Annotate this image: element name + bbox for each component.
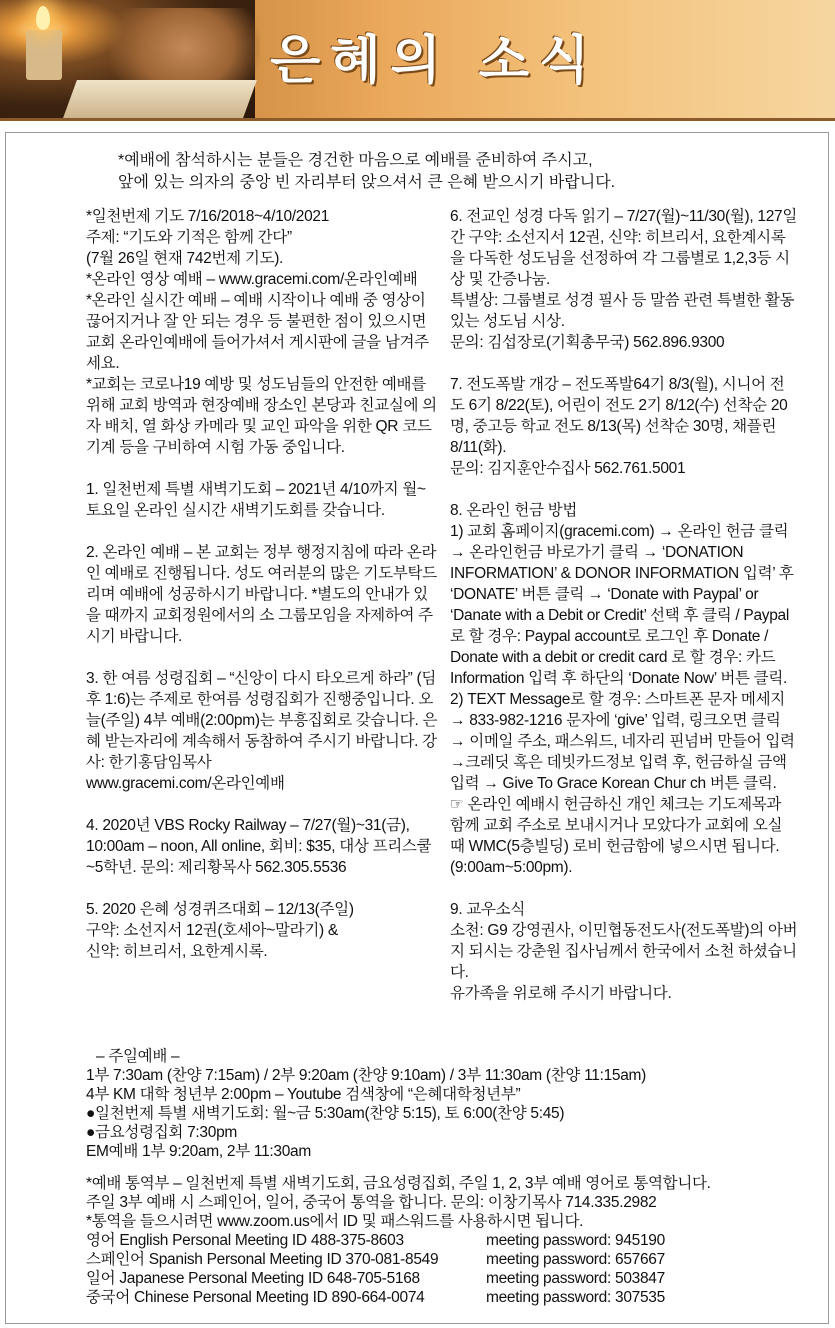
divider: [0, 118, 835, 121]
schedule-line: ●금요성령집회 7:30pm: [86, 1124, 238, 1141]
schedule-line: 4부 KM 대학 청년부 2:00pm – Youtube 검색창에 “은혜대학청년부”: [86, 1086, 521, 1103]
news-item-6: 6. 전교인 성경 다독 읽기 – 7/27(월)~11/30(월), 127일간 구약: 소선지서 12권, 신약: 히브리서, 요한계시록을 다독한 성도님을 선정하여 각 그룹별로 1,2,3등 시상 및 간증나눔. 특별상: 그룹별로 성경 필사 등 말씀 관련 특별한 활동있는 성도님 시상. 문의: 김섭장로(기획총무국) 562.896.9300: [450, 208, 798, 351]
news-item-9: 9. 교우소식 소천: G9 강영권사, 이민협동전도사(전도폭발)의 아버지 되시는 강춘원 집사님께서 한국에서 소천 하셨습니다. 유가족을 위로해 주시기 바랍니다.: [450, 901, 798, 1002]
meeting-row: [86, 1250, 806, 1269]
meeting-id: 스페인어 Spanish Personal Meeting ID 370-081-8549: [86, 1251, 439, 1268]
meeting-password: meeting password: 657667: [486, 1251, 665, 1268]
intro-notice: *예배에 참석하시는 분들은 경건한 마음으로 예배를 준비하여 주시고, 앞에 있는 의자의 중앙 빈 자리부터 앉으셔서 큰 은혜 받으시기 바랍니다.: [118, 152, 616, 191]
news-item-2: 2. 온라인 예배 – 본 교회는 정부 행정지침에 따라 온라인 예배로 진행됩니다. 성도 여러분의 많은 기도부탁드리며 예배에 성공하시기 바랍니다. *별도의 안내가 있을 때까지 교회정원에서의 소 그룹모임을 자제하여 주시기 바랍니다.: [86, 544, 437, 645]
schedule-heading: – 주일예배 –: [96, 1048, 180, 1065]
meeting-id: 중국어 Chinese Personal Meeting ID 890-664-0074: [86, 1289, 425, 1306]
meeting-password: meeting password: 307535: [486, 1289, 665, 1306]
meeting-id: 일어 Japanese Personal Meeting ID 648-705-5168: [86, 1270, 420, 1287]
meeting-id: 영어 English Personal Meeting ID 488-375-8603: [86, 1232, 404, 1249]
meeting-row: [86, 1231, 806, 1250]
right-column: [450, 206, 798, 1004]
schedule-line: ●일천번제 특별 새벽기도회: 월~금 5:30am(찬양 5:15), 토 6:00(찬양 5:45): [86, 1105, 565, 1122]
meeting-password: meeting password: 503847: [486, 1270, 665, 1287]
news-item-3: 3. 한 여름 성령집회 – “신앙이 다시 타오르게 하라” (딤후 1:6)는 주제로 한여름 성령집회가 진행중입니다. 오늘(주일) 4부 예배(2:00pm)는 부흥집회로 갖습니다. 은혜 받는자리에 계속해서 동참하여 주시기 바랍니다. 강사: 한기홍담임목사 www.gracemi.com/온라인예배: [86, 670, 438, 792]
header-banner: [0, 0, 835, 118]
left-column: [86, 206, 438, 962]
news-item-5: 5. 2020 은혜 성경퀴즈대회 – 12/13(주일) 구약: 소선지서 12권(호세아~말라기) & 신약: 히브리서, 요한계시록.: [86, 901, 354, 960]
notice-block: *일천번제 기도 7/16/2018~4/10/2021 주제: “기도와 기적은 함께 간다” (7월 26일 현재 742번제 기도). *온라인 영상 예배 – www.gracemi.com/온라인예배 *온라인 실시간 예배 – 예배 시작이나 예배 중 영상이 끊어지거나 잘 안 되는 경우 등 불편한 점이 있으시면 교회 온라인예배에 들어가셔서 게시판에 글을 남겨주세요. *교회는 코로나19 예방 및 성도님들의 안전한 예배를 위해 교회 방역과 현장예배 장소인 본당과 친교실에 의자 배치, 열 화상 카메라 및 교인 파악을 위한 QR 코드 기계 등을 구비하여 시험 가동 중입니다.: [86, 208, 437, 456]
meeting-password: meeting password: 945190: [486, 1232, 665, 1249]
news-item-8: 8. 온라인 헌금 방법 1) 교회 홈페이지(gracemi.com) → 온라인 헌금 클릭 → 온라인헌금 바로가기 클릭 → ‘DONATION INFORMATION’ & DONOR INFORMATION 입력’ 후 ‘DONATE’ 버튼 클릭 → ‘Donate with Paypal’ or ‘Danate with a Debit or Credit’ 선택 후 클릭 / Paypal 로 할 경우: Paypal account로 로그인 후 Donate / Donate with a debit or credit card 로 할 경우: 카드 Information 입력 후 하단의 ‘Donate Now’ 버튼 클릭. 2) TEXT Message로 할 경우: 스마트폰 문자 메세지 → 833-982-1216 문자에 ‘give’ 입력, 링크오면 클릭 → 이메일 주소, 패스워드, 네자리 핀넘버 만들어 입력→크레딧 혹은 데빗카드정보 입력 후, 헌금하실 금액 입력 → Give To Grace Korean Chur ch 버튼 클릭. ☞ 온라인 예배시 헌금하신 개인 체크는 기도제목과 함께 교회 주소로 보내시거나 모았다가 교회에 오실 때 WMC(5층빌딩) 로비 헌금함에 넣으시면 됩니다. (9:00am~5:00pm).: [450, 502, 795, 876]
candle-prayer-photo: [0, 0, 255, 118]
translation-line: *통역을 들으시려면 www.zoom.us에서 ID 및 패스워드를 사용하시면 됩니다.: [86, 1213, 584, 1230]
schedule-line: 1부 7:30am (찬양 7:15am) / 2부 9:20am (찬양 9:10am) / 3부 11:30am (찬양 11:15am): [86, 1067, 647, 1084]
candle-icon: [26, 30, 62, 80]
meeting-row: [86, 1269, 806, 1288]
flame-icon: [36, 6, 50, 30]
translation-line: 주일 3부 예배 시 스페인어, 일어, 중국어 통역을 합니다. 문의: 이창기목사 714.335.2982: [86, 1194, 657, 1211]
news-item-7: 7. 전도폭발 개강 – 전도폭발64기 8/3(월), 시니어 전도 6기 8/22(토), 어린이 전도 2기 8/12(수) 선착순 20명, 중고등 학교 전도 8/13(목) 선착순 30명, 채플린 8/11(화). 문의: 김지훈안수집사 562.761.5001: [450, 376, 788, 477]
page-title: 은혜의 소식: [270, 30, 600, 91]
news-item-4: 4. 2020년 VBS Rocky Railway – 7/27(월)~31(금), 10:00am – noon, All online, 회비: $35, 대상 프리스쿨~5학년. 문의: 제리황목사 562.305.5536: [86, 817, 432, 876]
schedule-section: [86, 1047, 806, 1307]
schedule-line: EM예배 1부 9:20am, 2부 11:30am: [86, 1143, 311, 1160]
open-bible-image: [63, 80, 257, 118]
translation-line: *예배 통역부 – 일천번제 특별 새벽기도회, 금요성령집회, 주일 1, 2, 3부 예배 영어로 통역합니다.: [86, 1175, 711, 1192]
meeting-row: [86, 1288, 806, 1307]
news-item-1: 1. 일천번제 특별 새벽기도회 – 2021년 4/10까지 월~토요일 온라인 실시간 새벽기도회를 갖습니다.: [86, 481, 426, 519]
